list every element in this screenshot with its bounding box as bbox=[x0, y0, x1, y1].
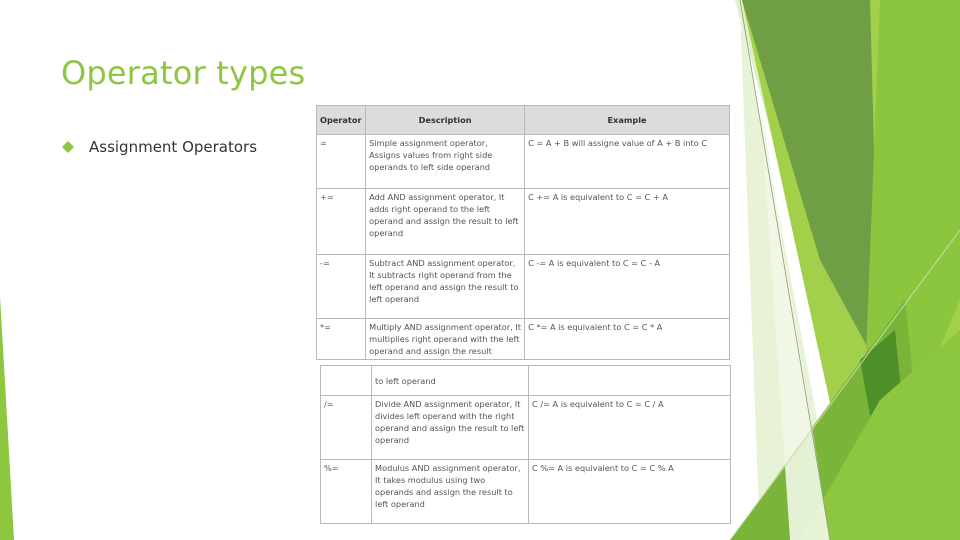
table-row bbox=[317, 319, 730, 360]
example-cell bbox=[529, 366, 731, 396]
description-cell: Subtract AND assignment operator, It subtracts right operand from the left operand and assign the result to left operand bbox=[366, 255, 525, 319]
example-cell: C *= A is equivalent to C = C * A bbox=[525, 319, 730, 360]
description-cell: Divide AND assignment operator, It divides left operand with the right operand and assign the result to left operand bbox=[372, 396, 529, 460]
table-row bbox=[317, 255, 730, 319]
bullet-text: Assignment Operators bbox=[89, 138, 258, 156]
table-row bbox=[321, 366, 731, 396]
example-cell: C -= A is equivalent to C = C - A bbox=[525, 255, 730, 319]
page-title: Operator types bbox=[61, 54, 306, 92]
example-cell: C = A + B will assigne value of A + B into C bbox=[525, 135, 730, 189]
column-header-example: Example bbox=[525, 106, 730, 135]
table-row bbox=[317, 135, 730, 189]
description-cell: Add AND assignment operator, It adds right operand to the left operand and assign the result to left operand bbox=[366, 189, 525, 255]
example-cell: C /= A is equivalent to C = C / A bbox=[529, 396, 731, 460]
left-edge-shape bbox=[0, 296, 14, 540]
example-cell: C += A is equivalent to C = C + A bbox=[525, 189, 730, 255]
operator-cell: += bbox=[317, 189, 366, 255]
operators-table-image bbox=[316, 105, 730, 530]
operator-cell: *= bbox=[317, 319, 366, 360]
column-header-description: Description bbox=[366, 106, 525, 135]
operator-cell: -= bbox=[317, 255, 366, 319]
example-cell: C %= A is equivalent to C = C % A bbox=[529, 460, 731, 524]
operators-table-part-1 bbox=[316, 105, 730, 360]
diamond-bullet-icon bbox=[61, 140, 75, 154]
column-header-operator: Operator bbox=[317, 106, 366, 135]
description-cell: Modulus AND assignment operator, It takes modulus using two operands and assign the result to left operand bbox=[372, 460, 529, 524]
operator-cell: /= bbox=[321, 396, 372, 460]
description-cell: Multiply AND assignment operator, It multiplies right operand with the left operand and assign the result bbox=[366, 319, 525, 360]
operator-cell: %= bbox=[321, 460, 372, 524]
bullet-item bbox=[61, 138, 257, 156]
table-row bbox=[321, 396, 731, 460]
operators-table-part-2 bbox=[320, 365, 731, 524]
table-header-row bbox=[317, 106, 730, 135]
operator-cell bbox=[321, 366, 372, 396]
table-row bbox=[321, 460, 731, 524]
operator-cell: = bbox=[317, 135, 366, 189]
table-row bbox=[317, 189, 730, 255]
description-cell: Simple assignment operator, Assigns values from right side operands to left side operand bbox=[366, 135, 525, 189]
description-cell: to left operand bbox=[372, 366, 529, 396]
